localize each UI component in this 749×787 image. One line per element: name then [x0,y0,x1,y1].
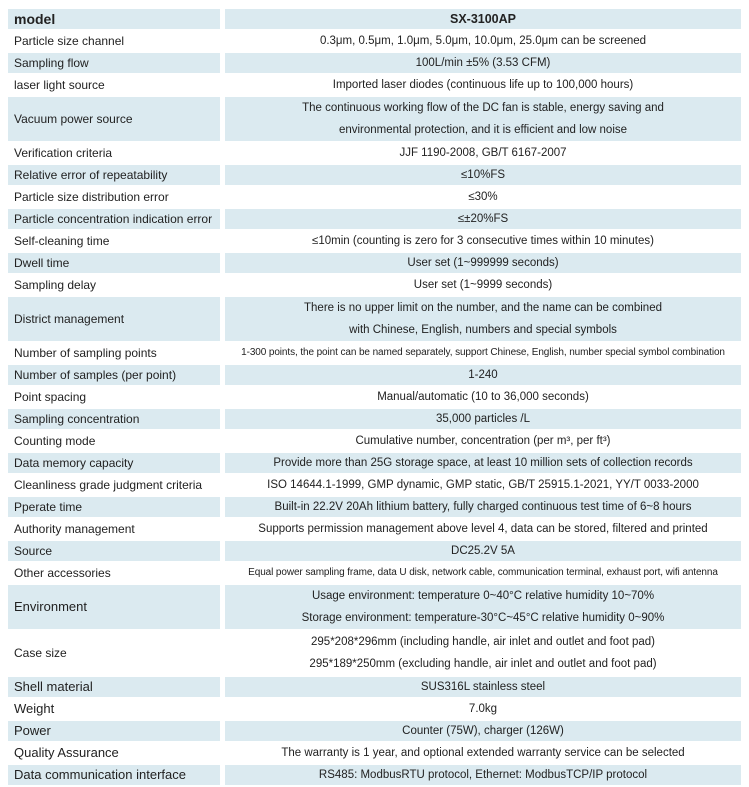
spec-label: Relative error of repeatability [8,165,220,185]
spec-value [225,297,741,341]
spec-row [8,187,741,207]
spec-value-line: 295*189*250mm (excluding handle, air inlet and outlet and foot pad) [309,658,657,670]
spec-row [8,53,741,73]
spec-value: 0.3μm, 0.5μm, 1.0μm, 5.0μm, 10.0μm, 25.0μm can be screened [225,31,741,51]
spec-label: Number of sampling points [8,343,220,363]
spec-row [8,519,741,539]
spec-value [225,585,741,629]
spec-row [8,453,741,473]
spec-value: 1-240 [225,365,741,385]
spec-label: Particle size channel [8,31,220,51]
spec-value: Built-in 22.2V 20Ah lithium battery, fully charged continuous test time of 6~8 hours [225,497,741,517]
spec-value: The warranty is 1 year, and optional extended warranty service can be selected [225,743,741,763]
spec-row [8,75,741,95]
spec-label: Other accessories [8,563,220,583]
spec-label: Source [8,541,220,561]
spec-value-line: There is no upper limit on the number, and the name can be combined [304,302,662,314]
specification-table [8,7,741,787]
spec-label: Quality Assurance [8,743,220,763]
spec-label: Self-cleaning time [8,231,220,251]
spec-label: model [8,9,220,29]
spec-label: Sampling concentration [8,409,220,429]
spec-row [8,31,741,51]
spec-label: Sampling flow [8,53,220,73]
spec-value: Cumulative number, concentration (per m³, per ft³) [225,431,741,451]
spec-row [8,365,741,385]
spec-value [225,97,741,141]
spec-value [225,631,741,675]
spec-value: ≤10%FS [225,165,741,185]
spec-value: JJF 1190-2008, GB/T 6167-2007 [225,143,741,163]
spec-row [8,209,741,229]
spec-label: Data memory capacity [8,453,220,473]
spec-row [8,275,741,295]
spec-label: Cleanliness grade judgment criteria [8,475,220,495]
spec-value: SX-3100AP [225,9,741,29]
spec-value: ISO 14644.1-1999, GMP dynamic, GMP static, GB/T 25915.1-2021, YY/T 0033-2000 [225,475,741,495]
spec-row [8,765,741,785]
spec-value: Supports permission management above level 4, data can be stored, filtered and printed [225,519,741,539]
spec-value: RS485: ModbusRTU protocol, Ethernet: ModbusTCP/IP protocol [225,765,741,785]
spec-row [8,431,741,451]
spec-value: 35,000 particles /L [225,409,741,429]
spec-value: 7.0kg [225,699,741,719]
spec-label: Weight [8,699,220,719]
spec-label: Data communication interface [8,765,220,785]
spec-value: 100L/min ±5% (3.53 CFM) [225,53,741,73]
spec-label: Dwell time [8,253,220,273]
spec-row [8,387,741,407]
spec-label: Power [8,721,220,741]
spec-value: 1-300 points, the point can be named separately, support Chinese, English, number special symbol combination [225,343,741,363]
spec-value-line: 295*208*296mm (including handle, air inlet and outlet and foot pad) [311,636,655,648]
spec-row [8,297,741,341]
spec-value: Equal power sampling frame, data U disk, network cable, communication terminal, exhaust port, wifi antenna [225,563,741,583]
spec-row [8,743,741,763]
spec-label: Vacuum power source [8,97,220,141]
spec-value: User set (1~999999 seconds) [225,253,741,273]
spec-label: Verification criteria [8,143,220,163]
spec-row [8,497,741,517]
spec-value-line: Storage environment: temperature-30°C~45°C relative humidity 0~90% [301,612,665,624]
spec-row [8,585,741,629]
spec-row [8,677,741,697]
spec-row [8,631,741,675]
spec-value-line: The continuous working flow of the DC fan is stable, energy saving and [302,102,664,114]
spec-value: ≤±20%FS [225,209,741,229]
spec-value: Provide more than 25G storage space, at least 10 million sets of collection records [225,453,741,473]
spec-value-line: with Chinese, English, numbers and special symbols [349,324,617,336]
spec-row [8,231,741,251]
spec-value: ≤10min (counting is zero for 3 consecutive times within 10 minutes) [225,231,741,251]
spec-label: Counting mode [8,431,220,451]
spec-label: Particle concentration indication error [8,209,220,229]
spec-label: Sampling delay [8,275,220,295]
spec-label: Authority management [8,519,220,539]
spec-value: ≤30% [225,187,741,207]
spec-row [8,699,741,719]
spec-value: Imported laser diodes (continuous life up to 100,000 hours) [225,75,741,95]
spec-value: Manual/automatic (10 to 36,000 seconds) [225,387,741,407]
spec-value: SUS316L stainless steel [225,677,741,697]
spec-row [8,541,741,561]
spec-row [8,165,741,185]
spec-row [8,475,741,495]
spec-label: District management [8,297,220,341]
spec-row [8,563,741,583]
spec-label: laser light source [8,75,220,95]
spec-value-line: Usage environment: temperature 0~40°C relative humidity 10~70% [311,590,655,602]
spec-label: Shell material [8,677,220,697]
spec-row [8,343,741,363]
spec-value: Counter (75W), charger (126W) [225,721,741,741]
spec-value-line: environmental protection, and it is efficient and low noise [338,124,628,136]
spec-row [8,409,741,429]
spec-label: Pperate time [8,497,220,517]
spec-row [8,97,741,141]
spec-row-model [8,9,741,29]
spec-row [8,721,741,741]
spec-label: Environment [8,585,220,629]
spec-label: Number of samples (per point) [8,365,220,385]
spec-row [8,143,741,163]
spec-value: DC25.2V 5A [225,541,741,561]
spec-label: Particle size distribution error [8,187,220,207]
spec-row [8,253,741,273]
spec-label: Case size [8,631,220,675]
spec-label: Point spacing [8,387,220,407]
spec-value: User set (1~9999 seconds) [225,275,741,295]
